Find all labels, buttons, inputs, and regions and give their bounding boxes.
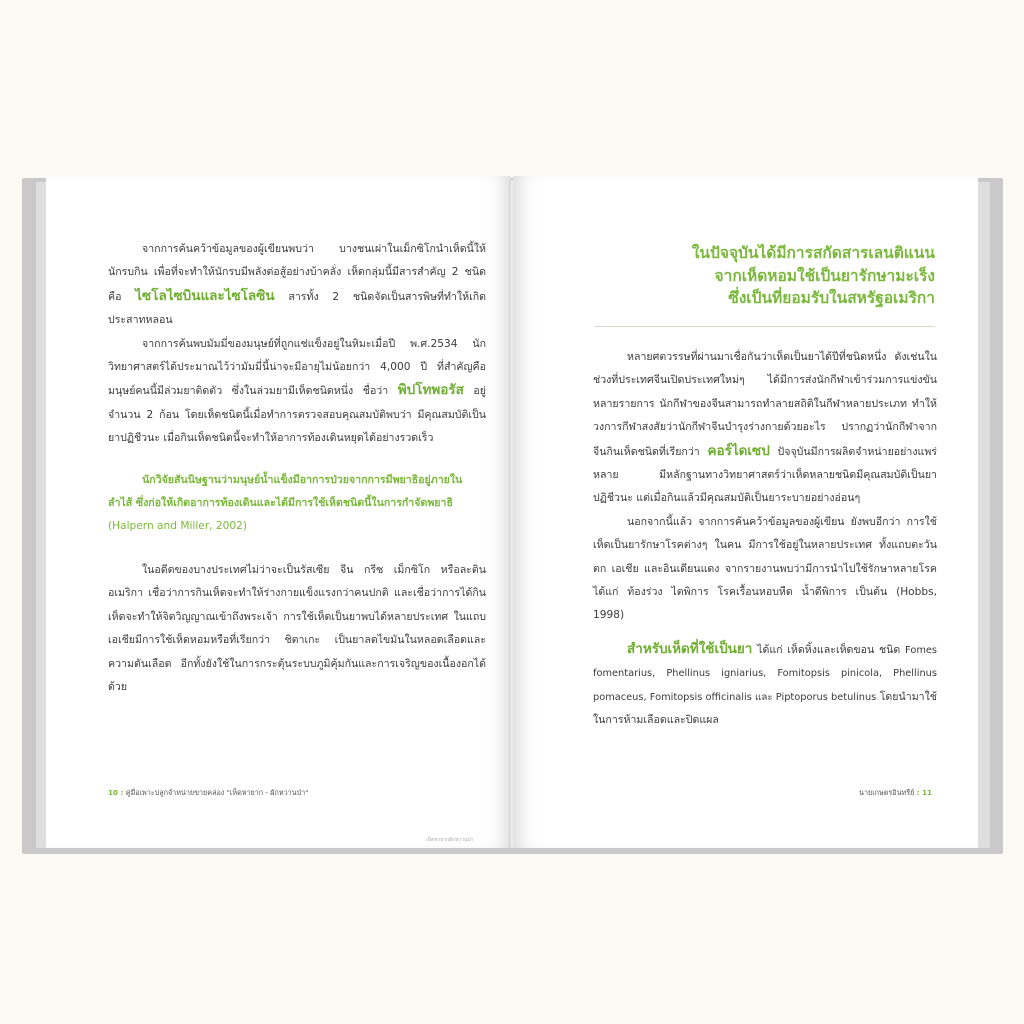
left-page [46, 176, 511, 848]
left-paragraph-3: ในอดีตของบางประเทศไม่ว่าจะเป็นรัสเซีย จีน กรีซ เม็กซิโก หรือละตินอเมริกา เชื่อว่าการกินเห็ดจะทำให้ร่างกายแข็งแรงกว่าคนปกติ และเชื่อว่าการได้กินเห็ดจะทำให้จิตวิญญาณเข้าถึงพระเจ้า การใช้เห็ดเป็นยาพบได้หลายประเทศ ในแถบเอเชียมีการใช้เห็ดหอมหรือที่เรียกว่า ชิตาเกะ เป็นยาลดไขมันในหลอดเลือดและความดันเลือด อีกทั้งยังใช้ในการกระตุ้นระบบภูมิคุ้มกันและการเจริญของเนื้องอกได้ด้วย [108, 563, 486, 693]
page-number-right: : 11 [916, 788, 932, 797]
right-paragraph-1: หลายศตวรรษที่ผ่านมาเชื่อกันว่าเห็ดเป็นยาได้ปีที่ชนิดหนึ่ง ดังเช่นในช่วงที่ประเทศจีนเปิดประเทศใหม่ๆ ได้มีการส่งนักกีฬาเข้าร่วมการแข่งขันหลายรายการ นักกีฬาของจีนสามารถทำลายสถิติในกีฬาหลายประเภท ทำให้วงการกีฬาสงสัยว่านักกีฬาจีนบำรุงร่างกายด้วยอะไร ปรากฏว่านักกีฬาจากจีนกินเห็ดชนิดที่เรียกว่า คอร์ไดเซป ปัจจุบันมีการผลิตจำหน่ายอย่างแพร่หลาย มีหลักฐานทางวิทยาศาสตร์ว่าเห็ดหลายชนิดมีคุณสมบัติเป็นยาปฏิชีวนะ แต่เมื่อกินแล้วมีคุณสมบัติเป็นยาระบายอย่างอ่อนๆ [593, 351, 937, 505]
right-page [513, 176, 978, 848]
highlight-medicinal-mushrooms: สำหรับเห็ดที่ใช้เป็นยา [627, 640, 753, 657]
right-heading-line-2: จากเห็ดหอมใช้เป็นยารักษามะเร็ง [714, 266, 935, 285]
left-tiny-mark: เห็ดหายากผักหวานป่า [426, 837, 474, 843]
quote-citation: (Halpern and Miller, 2002) [108, 520, 247, 533]
page-number-left: 10 : [108, 788, 124, 797]
right-footer [859, 788, 932, 799]
right-heading-line-3: ซึ่งเป็นที่ยอมรับในสหรัฐอเมริกา [728, 289, 935, 307]
highlight-cordyceps: คอร์ไดเซป [707, 442, 770, 459]
right-heading-line-1: ในปัจจุบันได้มีการสกัดสารเลนติแนน [691, 244, 935, 262]
species-list: Fomes fomentarius, Phellinus igniarius, Fomitopsis pinicola, Phellinus pomaceus, Fomitopsis officinalis และ Piptoporus betulinus [593, 644, 938, 703]
right-paragraph-3: สำหรับเห็ดที่ใช้เป็นยา ได้แก่ เห็ดหิ้งและเห็ดขอน ชนิด Fomes fomentarius, Phellinus igniarius, Fomitopsis pinicola, Phellinus pomaceus, Fomitopsis officinalis และ Piptoporus betulinus โดยนำมาใช้ในการห้ามเลือดและปิดแผล [593, 640, 938, 727]
left-pull-quote: นักวิจัยสันนิษฐานว่ามนุษย์น้ำแข็งมีอาการป่วยจากการมีพยาธิอยู่ภายในลำไส้ ซึ่งก่อให้เกิดอาการท้องเดินและได้มีการใช้เห็ดชนิดนี้ในการกำจัดพยาธิ (Halpern and Miller, 2002) [108, 473, 463, 533]
highlight-piptoporus: พิปโทพอรัส [397, 382, 464, 399]
left-paragraph-2: จากการค้นพบมัมมี่ของมนุษย์ที่ถูกแช่แข็งอยู่ในหิมะเมื่อปี พ.ศ.2534 นักวิทยาศาสตร์ได้ประมาณไว้ว่ามัมมี่นี้น่าจะมีอายุไม่น้อยกว่า 4,000 ปี ที่สำคัญคือมนุษย์คนนี้มีล่วมยาติดตัว ซึ่งในล่วมยามีเห็ดชนิดหนึ่ง ชื่อว่า พิปโทพอรัส อยู่จำนวน 2 ก้อน โดยเห็ดชนิดนี้เมื่อทำการตรวจสอบคุณสมบัติพบว่า มีคุณสมบัติเป็นยาปฏิชีวนะ เมื่อกินเห็ดชนิดนี้จะทำให้อาการท้องเดินหยุดได้อย่างรวดเร็ว [108, 337, 486, 445]
left-paragraph-1: จากการค้นคว้าข้อมูลของผู้เขียนพบว่า บางชนเผ่าในเม็กซิโกนำเห็ดนี้ให้นักรบกิน เพื่อที่จะทำให้นักรบมีพลังต่อสู้อย่างบ้าคลั่ง เห็ดกลุ่มนี้มีสารสำคัญ 2 ชนิด คือ ไซโลไซบินและไซโลซิน สารทั้ง 2 ชนิดจัดเป็นสารพิษที่ทำให้เกิดประสาทหลอน [108, 243, 486, 327]
highlight-psilocybin: ไซโลไซบินและไซโลซิน [135, 287, 275, 304]
left-footer-title: คู่มือเพาะปลูกจำหน่ายขายคล่อง "เห็ดหายาก - ผักหวานป่า" [125, 788, 309, 797]
right-footer-title: นายเกษตรอินทรีย์ [859, 788, 915, 797]
right-paragraph-2: นอกจากนี้แล้ว จากการค้นคว้าข้อมูลของผู้เขียน ยังพบอีกว่า การใช้เห็ดเป็นยารักษาโรคต่างๆ ในคน มีการใช้อยู่ในหลายประเทศ ทั้งแถบตะวันตก เอเชีย และอินเดียนแดง จากรายงานพบว่ามีการนำไปใช้รักษาหลายโรค ได้แก่ ท้องร่วง ไตพิการ โรคเรื้อนหอบหืด น้ำดีพิการ เป็นต้น (Hobbs, 1998) [593, 515, 937, 622]
heading-divider [595, 326, 935, 327]
left-footer [108, 788, 309, 799]
